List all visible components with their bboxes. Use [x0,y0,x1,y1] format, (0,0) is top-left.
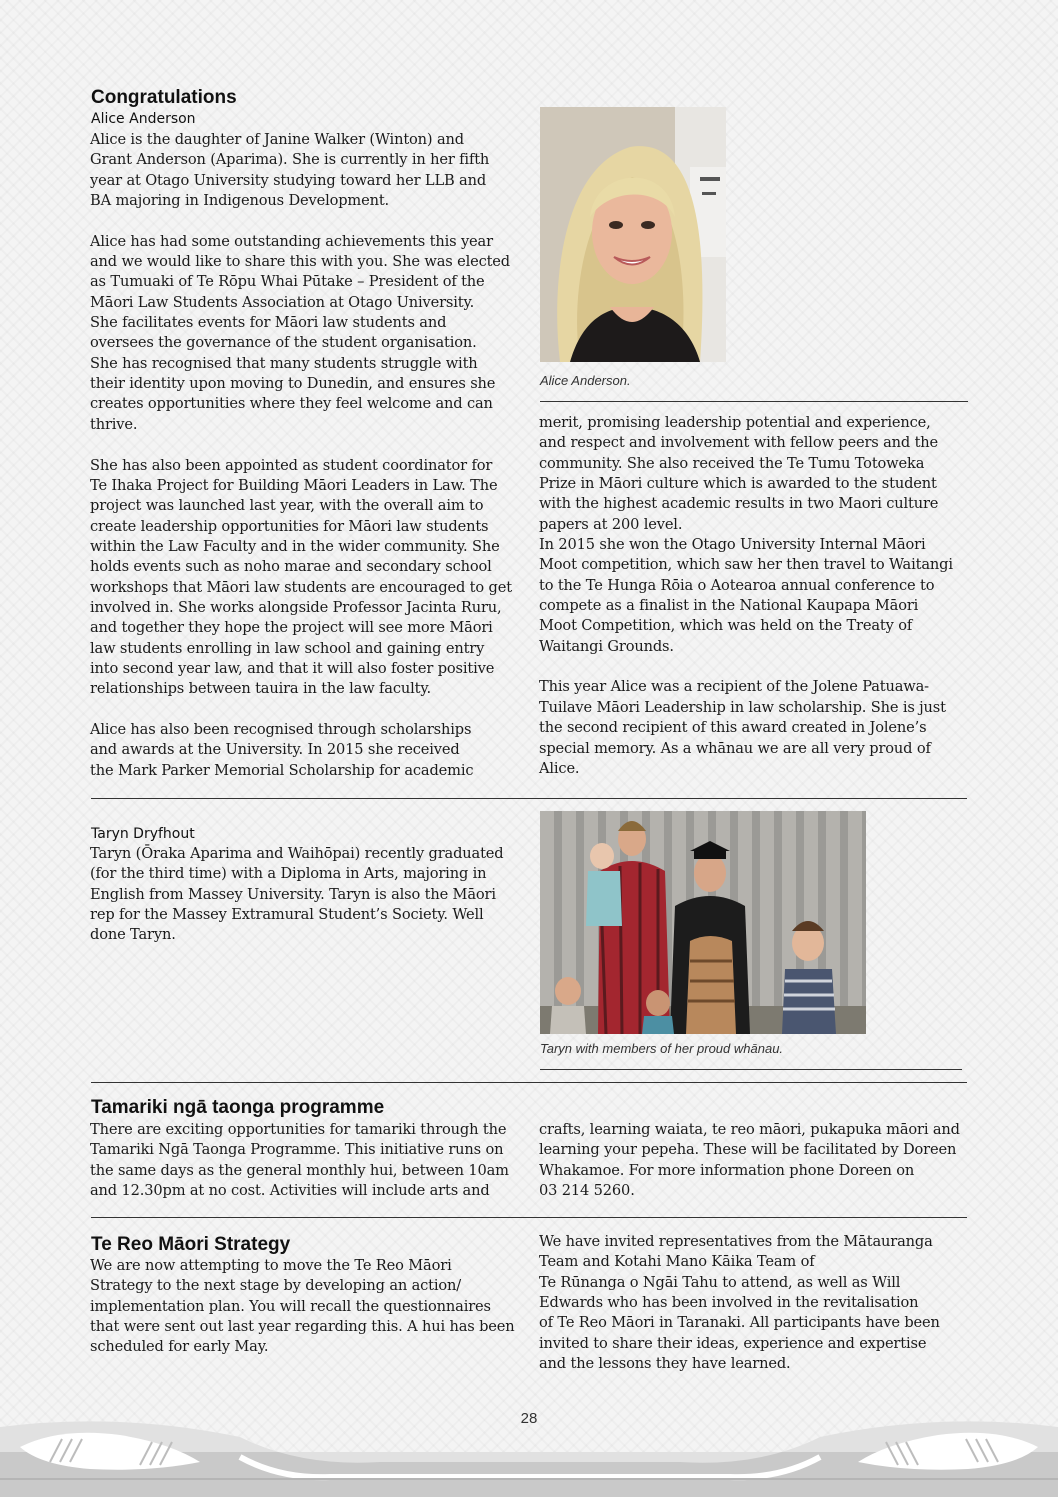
tamariki-column-right [539,1120,969,1201]
alice-paragraph-6: This year Alice was a recipient of the Jolene Patuawa- Tuilave Māori Leadership in law scholarship. She is just the second recipient of this award created in Jolene’s special memory. As a whānau we are all very proud of Alice. [539,678,946,777]
section-divider-2 [91,1082,967,1083]
tereo-paragraph-1: We are now attempting to move the Te Reo Māori Strategy to the next stage by developing an action/ implementation plan. You will recall the questionnaires that were sent out last year regarding this. A hui has been scheduled for early May. [90,1257,515,1356]
tereo-heading: Te Reo Māori Strategy [91,1234,291,1255]
alice-paragraph-5: merit, promising leadership potential and experience, and respect and involvement with fellow peers and the community. She also received the Te Tumu Totoweka Prize in Māori culture which is awarded to the student with the highest academic results in two Maori culture papers at 200 level. In 2015 she won the Otago University Internal Māori Moot competition, which saw her then travel to Waitangi to the Te Hunga Rōia o Aotearoa annual conference to compete as a finalist in the National Kaupapa Māori Moot Competition, which was held on the Treaty of Waitangi Grounds. [539,414,953,655]
tereo-column-right [539,1232,969,1374]
taryn-column [90,844,530,946]
alice-photo-caption: Alice Anderson. [540,373,631,388]
congratulations-heading: Congratulations [91,87,237,108]
taryn-paragraph: Taryn (Ōraka Aparima and Waihōpai) recently graduated (for the third time) with a Diploma in Arts, majoring in English from Massey University. Taryn is also the Māori rep for the Massey Extramural Student’s Society. Well done Taryn. [90,845,504,944]
alice-paragraph-4: Alice has also been recognised through scholarships and awards at the University. In 2015 she received the Mark Parker Memorial Scholarship for academic [90,720,474,779]
tereo-paragraph-2: We have invited representatives from the Mātauranga Team and Kotahi Mano Kāika Team of Te Rūnanga o Ngāi Tahu to attend, as well as Will Edwards who has been involved in the revitalisation of Te Reo Māori in Taranaki. All participants have been invited to share their ideas, experience and expertise and the lessons they have learned. [539,1233,940,1373]
alice-column-right [539,413,969,779]
taryn-photo-caption: Taryn with members of her proud whānau. [540,1041,784,1056]
tereo-column-left [90,1256,530,1358]
section-divider-3 [91,1217,967,1218]
alice-paragraph-1: Alice is the daughter of Janine Walker (Winton) and Grant Anderson (Aparima). She is currently in her fifth year at Otago University studying toward her LLB and BA majoring in Indigenous Development. [90,131,490,210]
alice-caption-divider [540,401,968,402]
alice-name: Alice Anderson [91,111,196,127]
taryn-family-illustration [540,811,866,1034]
alice-column-left [90,130,530,781]
alice-paragraph-2: Alice has had some outstanding achievements this year and we would like to share this with you. She was elected as Tumuaki of Te Rōpu Whai Pūtake – President of the Māori Law Students Association at Otago University. She facilitates events for Māori law students and oversees the governance of the student organisation. She has recognised that many students struggle with their identity upon moving to Dunedin, and ensures she creates opportunities where they feel welcome and can thrive. [90,232,510,433]
tamariki-paragraph-2: crafts, learning waiata, te reo māori, pukapuka māori and learning your pepeha. These will be facilitated by Doreen Whakamoe. For more information phone Doreen on 03 214 5260. [539,1121,960,1200]
taryn-name: Taryn Dryfhout [91,826,195,842]
taryn-caption-divider [540,1069,962,1070]
taryn-family-photo [540,811,866,1034]
alice-paragraph-3: She has also been appointed as student coordinator for Te Ihaka Project for Building Māori Leaders in Law. The project was launched last year, with the overall aim to create leadership opportunities for Māori law students within the Law Faculty and in the wider community. She holds events such as noho marae and secondary school workshops that Māori law students are encouraged to get involved in. She works alongside Professor Jacinta Ruru, and together they hope the project will see more Māori law students enrolling in law school and gaining entry into second year law, and that it will also foster positive relationships between tauira in the law faculty. [90,456,512,698]
page-number: 28 [520,1410,538,1427]
footer-pattern-band [0,1417,1058,1497]
alice-portrait-illustration [540,107,726,362]
tamariki-heading: Tamariki ngā taonga programme [91,1097,385,1118]
tamariki-column-left [90,1120,530,1201]
alice-photo [540,107,726,362]
section-divider-1 [91,798,967,799]
tamariki-paragraph-1: There are exciting opportunities for tamariki through the Tamariki Ngā Taonga Programme. This initiative runs on the same days as the general monthly hui, between 10am and 12.30pm at no cost. Activities will include arts and [90,1121,509,1200]
